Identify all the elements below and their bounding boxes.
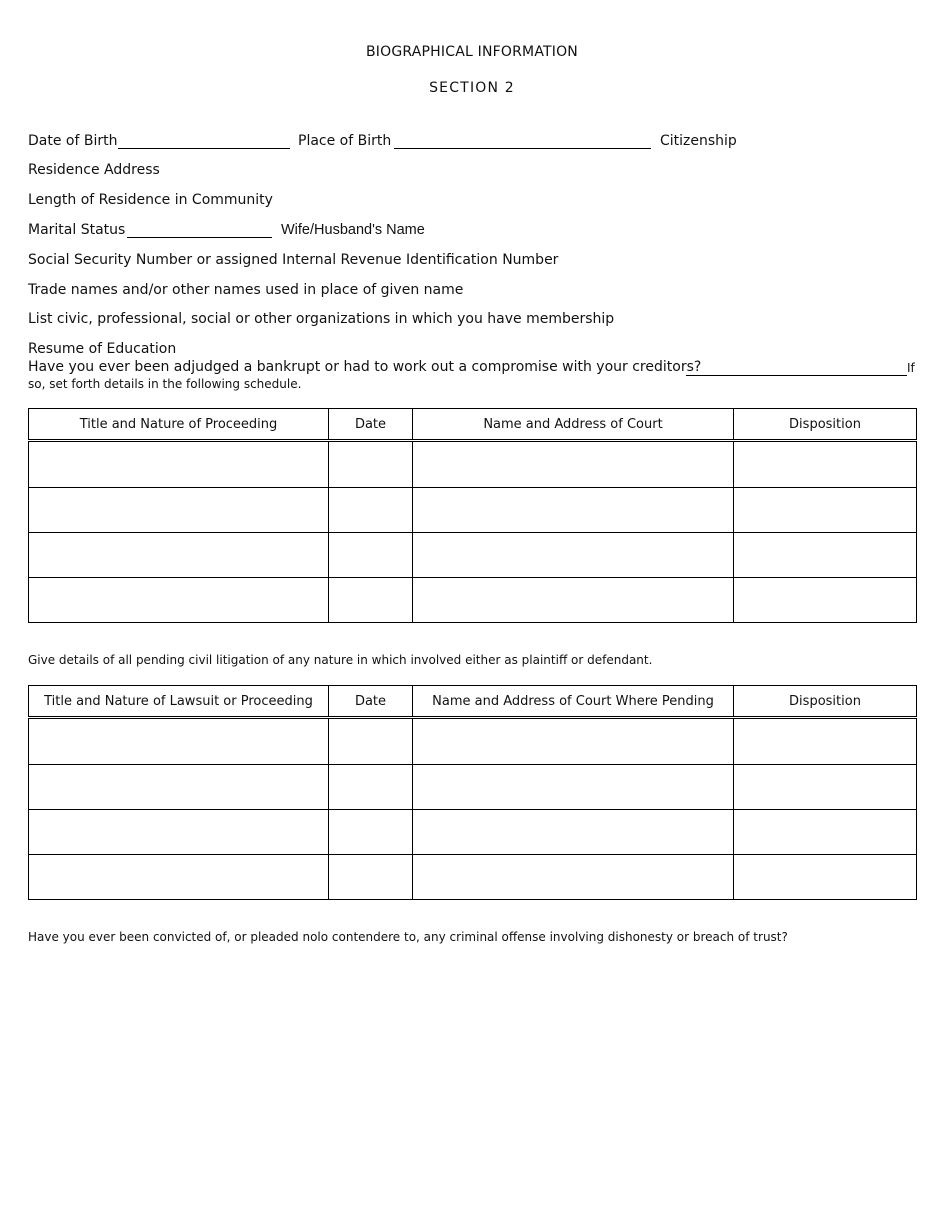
table-row <box>29 810 917 855</box>
residence-address-label: Residence Address <box>28 162 160 178</box>
bankruptcy-schedule-table <box>28 408 917 623</box>
col-court: Name and Address of Court <box>413 409 734 441</box>
col-court-pending: Name and Address of Court Where Pending <box>413 686 734 718</box>
section-heading: SECTION 2 <box>429 80 515 96</box>
ssn-label: Social Security Number or assigned Internal Revenue Identification Number <box>28 252 559 268</box>
table-row <box>29 765 917 810</box>
spouse-name-label: Wife/Husband's Name <box>281 222 425 238</box>
bankrupt-question: Have you ever been adjudged a bankrupt or had to work out a compromise with your creditors? <box>28 359 702 375</box>
col-disposition: Disposition <box>734 409 917 441</box>
education-label: Resume of Education <box>28 341 177 357</box>
table-row <box>29 533 917 578</box>
bankrupt-followup-text: so, set forth details in the following schedule. <box>28 377 302 391</box>
marital-status-label: Marital Status <box>28 222 126 238</box>
col-date: Date <box>329 409 413 441</box>
date-of-birth-field[interactable] <box>118 148 290 149</box>
citizenship-label: Citizenship <box>660 133 737 149</box>
trade-names-label: Trade names and/or other names used in place of given name <box>28 282 464 298</box>
litigation-prompt: Give details of all pending civil litigation of any nature in which involved either as plaintiff or defendant. <box>28 653 653 667</box>
place-of-birth-field[interactable] <box>394 148 651 149</box>
marital-status-field[interactable] <box>127 237 272 238</box>
table-row <box>29 855 917 900</box>
litigation-table <box>28 685 917 900</box>
bankrupt-if-text: If <box>907 361 915 375</box>
page-title: BIOGRAPHICAL INFORMATION <box>366 44 578 60</box>
date-of-birth-label: Date of Birth <box>28 133 118 149</box>
table-row <box>29 718 917 765</box>
table-row <box>29 578 917 623</box>
table-row <box>29 441 917 488</box>
organizations-label: List civic, professional, social or other organizations in which you have membership <box>28 311 615 327</box>
col-date: Date <box>329 686 413 718</box>
criminal-question: Have you ever been convicted of, or pleaded nolo contendere to, any criminal offense involving dishonesty or breach of trust? <box>28 930 788 944</box>
place-of-birth-label: Place of Birth <box>298 133 392 149</box>
length-of-residence-label: Length of Residence in Community <box>28 192 273 208</box>
bankrupt-answer-field[interactable] <box>686 375 907 376</box>
table-row <box>29 488 917 533</box>
col-title-nature: Title and Nature of Proceeding <box>29 409 329 441</box>
col-title-lawsuit: Title and Nature of Lawsuit or Proceeding <box>29 686 329 718</box>
col-disposition: Disposition <box>734 686 917 718</box>
